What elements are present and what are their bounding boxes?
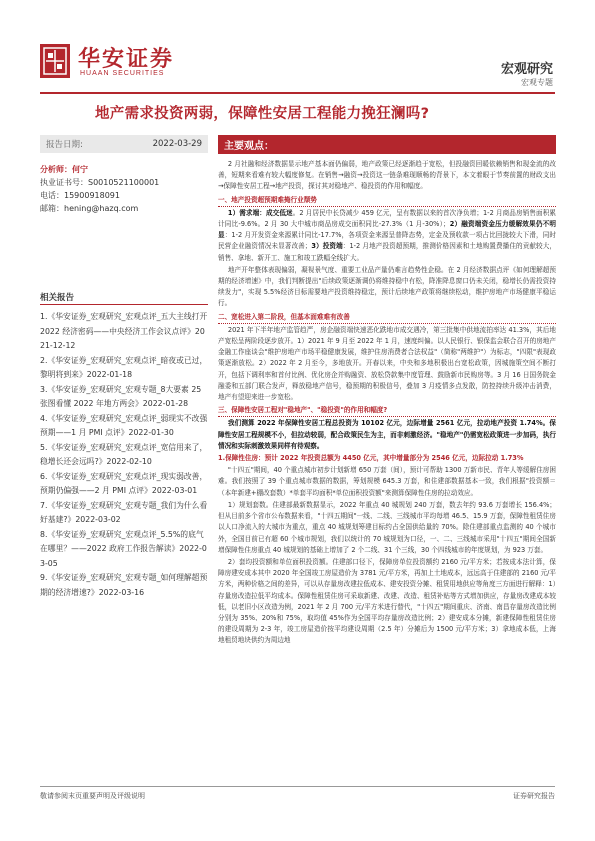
related-reports-list bbox=[40, 310, 208, 600]
phone-number: 电话：15900918091 bbox=[40, 191, 120, 200]
section-heading-2: 二、宽松进入第二阶段，但基本面难难有改善 bbox=[218, 312, 556, 324]
related-report-item[interactable]: 7.《华安证券_宏观研究_宏观专题_我们为什么看好基建?》2022-03-02 bbox=[40, 500, 208, 524]
related-reports-divider bbox=[40, 304, 208, 305]
footer-divider bbox=[40, 786, 555, 787]
header-divider bbox=[40, 92, 555, 94]
analyst-name: 分析师：何宁 bbox=[40, 165, 88, 174]
key-points-header: 主要观点： bbox=[218, 135, 556, 154]
section-heading-3: 三、保障性安居工程对"稳地产"、"稳投资"的作用和幅度? bbox=[218, 405, 556, 417]
emphasis-text: 1）需求端：成交低迷 bbox=[227, 208, 293, 217]
company-seal-icon bbox=[40, 44, 70, 78]
section-heading-1: 一、地产投资超预期难掩行业颓势 bbox=[218, 195, 556, 207]
company-logo-english: HUAAN SECURITIES bbox=[80, 70, 165, 77]
emphasis-text: 2）融资端资金压力缓解效果仍不明显 bbox=[218, 220, 556, 240]
related-report-item[interactable]: 4.《华安证券_宏观研究_宏观点评_弱现实不改强预期——1 月 PMI 点评》2022-01-30 bbox=[40, 413, 208, 437]
paragraph-3: 2021 年下半年地产监管趋严，房企融资端快速恶化跌地市成交遇冷，第三批集中供地流拍率达 41.3%，其后地产宽松呈两阶段逐步放开。1）2021 年 9 月至 2022 年 1 月，速度纠偏。以人民银行、银保监会联合召开的房地产金融工作座谈会"维护房地产市场平稳健康发展，维护住房消费者合法权益"（简称"两维护"）为标志，"四限"表现政策逐渐放松。2）2022 年 2 月至今，多地放开。开春以来，中央和多地积极出台宽松政策，因城施策空间不断打开，包括下调利率和首付比例、优化房企并购融资、放松贷款集中度管理、鼓励新市民购房等。3 月 16 日国务院金融委和五部门联合发声，释放稳地产信号，稳预期的积极信号，叠加 3 月疫情多点发散，防控持续升级冲击消费，地产有望迎来进一步宽松。 bbox=[218, 325, 556, 402]
report-date-bar bbox=[40, 135, 208, 153]
body-text: ：1-2 月开发资金来源累计同比-17.7%，各项资金来源呈普降态势，定金及预收款一项占比回拢较大下滑，同时民营企业融资情况未显著改善； bbox=[218, 231, 556, 251]
related-report-item[interactable]: 2.《华安证券_宏观研究_宏观点评_暗夜或已过，黎明将到来》2022-01-18 bbox=[40, 355, 208, 379]
related-report-item[interactable]: 3.《华安证券_宏观研究_宏观专题_8大要素 25 张图看懂 2022 年地方两会》2022-01-28 bbox=[40, 384, 202, 408]
emphasis-text: 3）投资端 bbox=[311, 242, 343, 251]
analyst-info bbox=[40, 163, 208, 215]
paragraph-1 bbox=[218, 208, 556, 264]
body-text: ：1-2 月地产投资超预期，推测价格因素和土地购置费播住的贡献较大，销售、拿地、新开工、施工和竣工跌幅全线扩大。 bbox=[218, 242, 556, 262]
main-body bbox=[218, 159, 556, 648]
related-report-item[interactable]: 8.《华安证券_宏观研究_宏观点评_5.5%的底气在哪里？——2022 政府工作报告解读》2022-03-05 bbox=[40, 529, 207, 568]
paragraph-4: 我们测算 2022 年保障性安居工程总投资为 10102 亿元，边际增量 2561 亿元，拉动地产投资 1.74%。保障性安居工程规模不小，但拉动较弱，配合政策民生为主，而非刺激经济。"稳地产"仍需宽松政策进一步加码，执行情况和实际刺激效果同样有待观察。 bbox=[218, 419, 556, 450]
email-address[interactable]: 邮箱：hening@hazq.com bbox=[40, 204, 139, 213]
body-text: 。2 月居民中长贷减少 459 亿元，呈有数据以来的首次净负增；1-2 月商品房销售面积累计同比-9.6%。2 月 30 大中城市商品房成交面积同比-27.3%（1 月-30%）； bbox=[218, 208, 556, 229]
related-report-item[interactable]: 1.《华安证券_宏观研究_宏观点评_五大主线打开 2022 经济密码——中央经济工作会议点评》2021-12-12 bbox=[40, 312, 208, 350]
related-report-item[interactable]: 9.《华安证券_宏观研究_宏观专题_如何理解超预期的经济增速?》2022-03-16 bbox=[40, 573, 208, 597]
paragraph-6: 1）规划套数。住建部最新数据显示，2022 年重点 40 城规划 240 万套，数去年约 93.6 万套增长 156.4%；但从目前多个省市公布数据来看，"十四五期间"一线、二线、三线城市平均每增 46.5、15.9 万套，保障性租赁住房以人口净流入的大城市为重点，重点 40 城规划筹建目标约占全国供给量的 70%。除住建部重点监测的 40 个城市外，全国目前已有超 60 个城市规划，我们以统计的 70 城规划为口径，一、二、三线城市采用"十四五"期间全国新增保障性住房重点 40 城规划的基础上增加了 2 个二线、31 个三线，30 个四线城市的年度规划，为 923 万套。 bbox=[218, 500, 556, 554]
paragraph-2: 地产开年整体表现偏弱，凝视景气度、重要工业品产量仍难言趋势性企稳。在 2 月经济数据点评《如何理解超预期的经济增速》中，我们判断提出"后续政策逐渐调仍将维持稳中有松，降准降息窗口仍未关闭，稳增长仍需投资持续发力"，实现 5.5%经济目标需要地产投资维持稳定，预计后续地产政策将继续松动，维护房地产市场健康平稳运行。 bbox=[218, 265, 556, 308]
related-report-item[interactable]: 6.《华安证券_宏观研究_宏观点评_现实弱改善，预期仍偏强——2 月 PMI 点评》2022-03-01 bbox=[40, 471, 208, 495]
related-reports-title: 相关报告 bbox=[40, 293, 75, 303]
license-number: 执业证书号：S0010521100001 bbox=[40, 178, 160, 187]
report-title: 地产需求投资两弱，保障性安居工程能力挽狂澜吗? bbox=[95, 106, 430, 122]
paragraph-7: 2）套均投资额和单位面积投资额。住建部口径下，保障房单位投资额约 2160 元/平方米；若按成本法计算，保障房建安成本其中 2020 年全国竣工房屋造价为 3781 元/平方米，再加上土地成本，远远高于住建部的 2160 元/平方米，两种价格之间的差异，可以从存量房改建拉低成本、建安投资分摊、租赁用地供应等角度三方面进行解释：1）存量房改造拉低平均成本。保障性租赁住房可采取新建、改建、改造、租赁补贴等方式增加供应，存量房改建成本较低，以老旧小区改造为例，2021 年 2 月 700 元/平方米进行替代，"十四五"期间重庆、济南、南昌存量房改造比例分别为 35%、20%和 75%，取均值 45%作为全国平均存量房改造比例；2）建安成本分摊，新建保障性租赁住房的建设周期为 2-3 年，竣工房屋造价按平均建设周期（2.5 年）分摊后为 1500 元/平方米；3）拿地成本低，上海地租贸地块供约为周边地 bbox=[218, 557, 556, 645]
related-report-item[interactable]: 5.《华安证券_宏观研究_宏观点评_宽信用来了，稳增长还会远吗?》2022-02-10 bbox=[40, 442, 208, 466]
report-subtype: 宏观专题 bbox=[521, 78, 553, 87]
report-header bbox=[0, 0, 595, 98]
company-logo-text: 华安证券 bbox=[78, 46, 175, 72]
paragraph-5: "十四五"期间，40 个重点城市初步计划新增 650 万套（间），预计可帮助 1300 万新市民、青年人等缓解住房困难。我们按照了 39 个重点城市数据的数据，筹划规模 645.3 万套，和住建部数据基本一致，我们根据"投资额＝（本年新建+棚改套数）*单套平均面积*单位面积投资额"来测算保障性住房的拉动效应。 bbox=[218, 466, 556, 497]
main-content bbox=[218, 135, 556, 648]
report-type: 宏观研究 bbox=[500, 62, 553, 77]
date-label: 报告日期: bbox=[46, 140, 83, 150]
date-value: 2022-03-29 bbox=[152, 139, 202, 149]
footer-disclaimer: 敬请参阅末页重要声明及评级说明 bbox=[40, 792, 145, 800]
intro-paragraph: 2 月社融和经济数据显示地产基本面仍偏弱，地产政策已经逐渐趋于宽松，但投融资回暖依赖销售和现金流的改善，短期来看难有较大幅度修复。在销售→融资→投资这一链条难现顺畅的背景下，本文着眼于节奏前置的财政支出→保障性安居工程→地产投资，探讨其对稳地产、稳投资的作用和幅度。 bbox=[218, 160, 556, 191]
subsection-heading: 1.保障性住房：预计 2022 年投资总额为 4450 亿元，其中增量部分为 2546 亿元，边际拉动 1.73% bbox=[218, 454, 524, 463]
footer-label: 证券研究报告 bbox=[513, 792, 555, 800]
left-sidebar bbox=[40, 135, 208, 215]
